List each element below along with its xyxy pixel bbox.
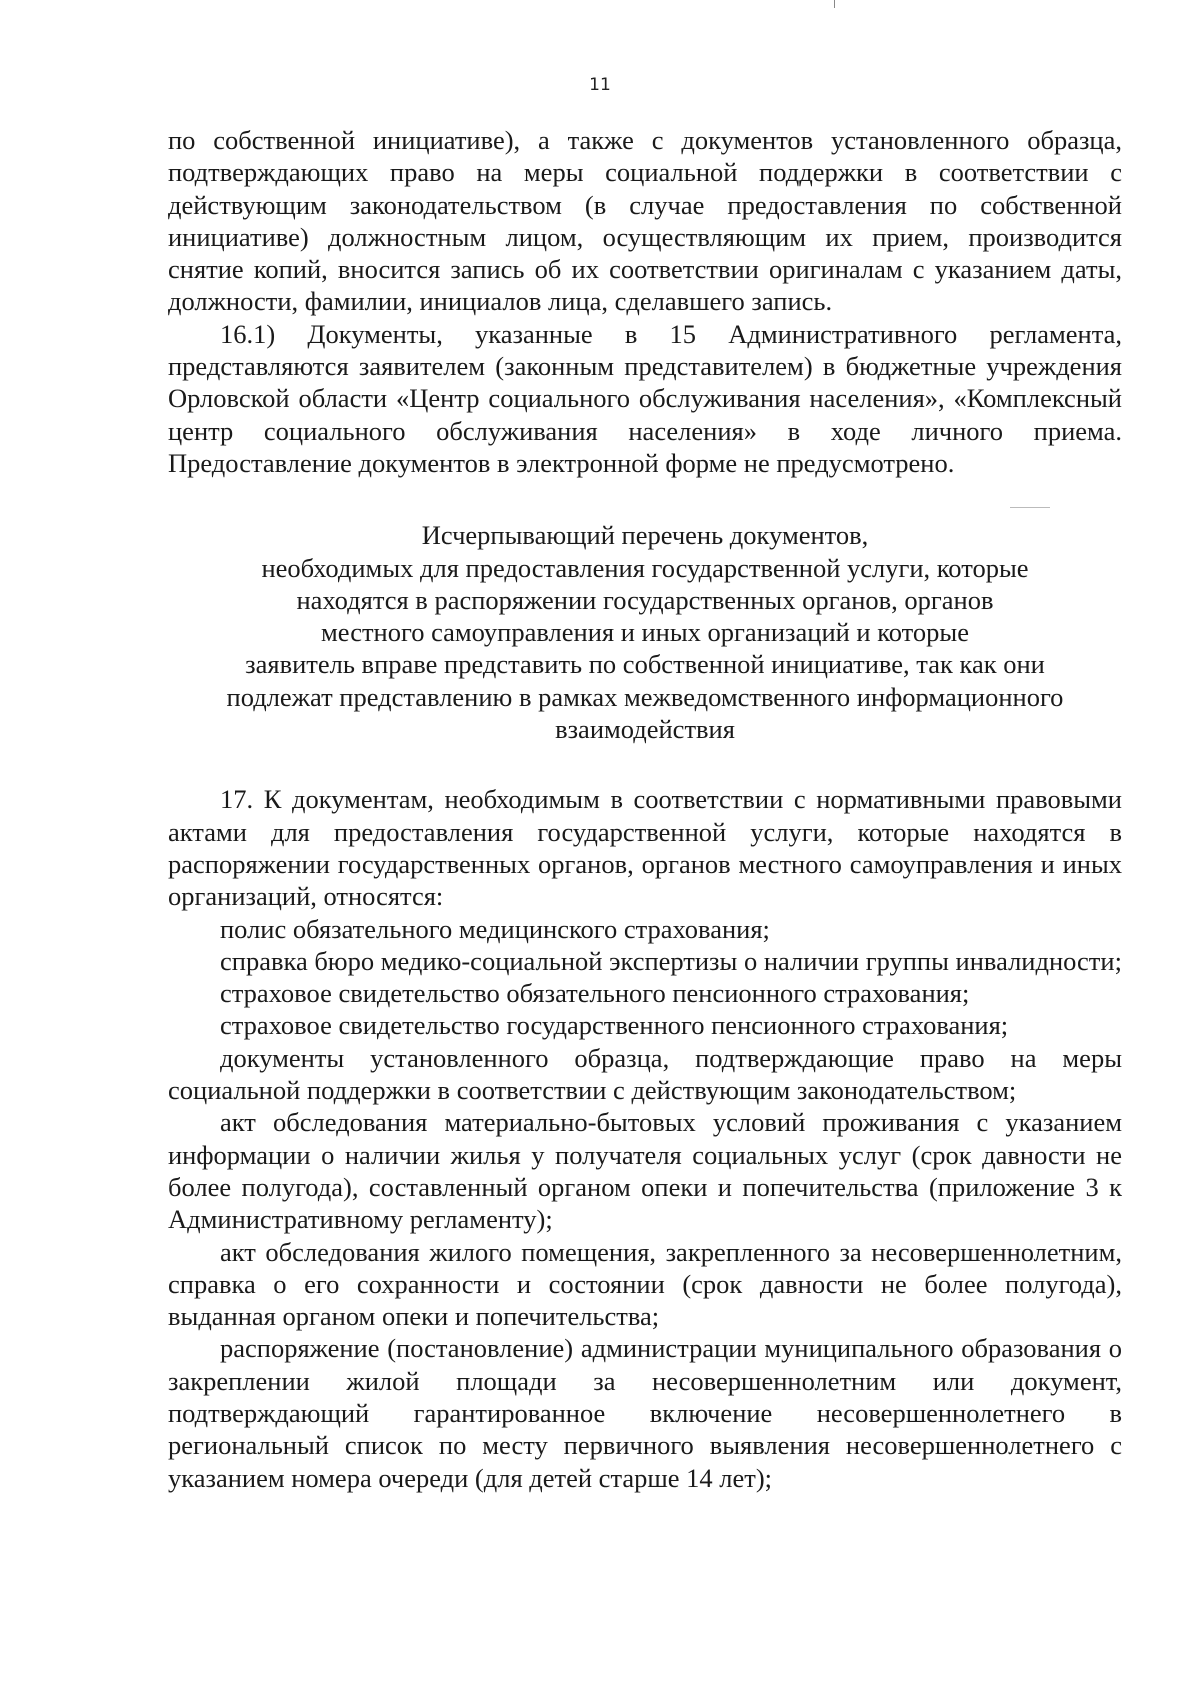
paragraph-continuation: по собственной инициативе), а также с документов установленного образца, подтверждающих право на меры социальной поддержки в соответствии с действующим законодательством (в случае предоставления по собственной инициативе) должностным лицом, осуществляющим их прием, производится снятие копий, вносится запись об их соответствии оригиналам с указанием даты, должности, фамилии, инициалов лица, сделавшего запись. (168, 125, 1122, 317)
list-item: акт обследования материально-бытовых условий проживания с указанием информации о наличии жилья у получателя социальных услуг (срок давности не более полугода), составленный органом опеки и попечительства (приложение 3 к Административному регламенту); (168, 1107, 1122, 1235)
paragraph-16-1: 16.1) Документы, указанные в 15 Административного регламента, представляются заявителем (законным представителем) в бюджетные учреждения Орловской области «Центр социального обслуживания населения», «Комплексный центр социального обслуживания населения» в ходе личного приема. Предоставление документов в электронной форме не предусмотрено. (168, 318, 1122, 478)
page-number: 11 (589, 75, 611, 95)
list-item: распоряжение (постановление) администрации муниципального образования о закреплении жилой площади за несовершеннолетним или документ, подтверждающий гарантированное включение несовершеннолетнего в региональный список по месту первичного выявления несовершеннолетнего с указанием номера очереди (для детей старше 14 лет); (168, 1333, 1122, 1493)
list-item: документы установленного образца, подтверждающие право на меры социальной поддержки в соответствии с действующим законодательством; (168, 1042, 1122, 1106)
heading-line: подлежат представлению в рамках межведомственного информационного (226, 681, 1064, 712)
heading-line: Исчерпывающий перечень документов, (421, 520, 869, 551)
list-item: страховое свидетельство обязательного пенсионного страхования; (220, 978, 970, 1009)
heading-line: заявитель вправе представить по собственной инициативе, так как они (245, 649, 1045, 680)
list-item: справка бюро медико-социальной экспертизы о наличии группы инвалидности; (220, 945, 1122, 976)
heading-line: местного самоуправления и иных организаций и которые (321, 617, 969, 648)
heading-line: находятся в распоряжении государственных органов, органов (296, 584, 994, 615)
list-item: акт обследования жилого помещения, закрепленного за несовершеннолетним, справка о его сохранности и состоянии (срок давности не более полугода), выданная органом опеки и попечительства; (168, 1236, 1122, 1332)
section-heading (168, 519, 1122, 745)
list-item: полис обязательного медицинского страхования; (220, 913, 770, 944)
paragraph-17: 17. К документам, необходимым в соответствии с нормативными правовыми актами для предоставления государственной услуги, которые находятся в распоряжении государственных органов, органов местного самоуправления и иных организаций, относятся: (168, 784, 1122, 912)
list-item: страховое свидетельство государственного пенсионного страхования; (220, 1010, 1009, 1041)
heading-line: необходимых для предоставления государственной услуги, которые (261, 552, 1029, 583)
document-body (168, 124, 1122, 1494)
heading-line: взаимодействия (555, 714, 735, 745)
scan-artifact-mark (834, 0, 835, 8)
